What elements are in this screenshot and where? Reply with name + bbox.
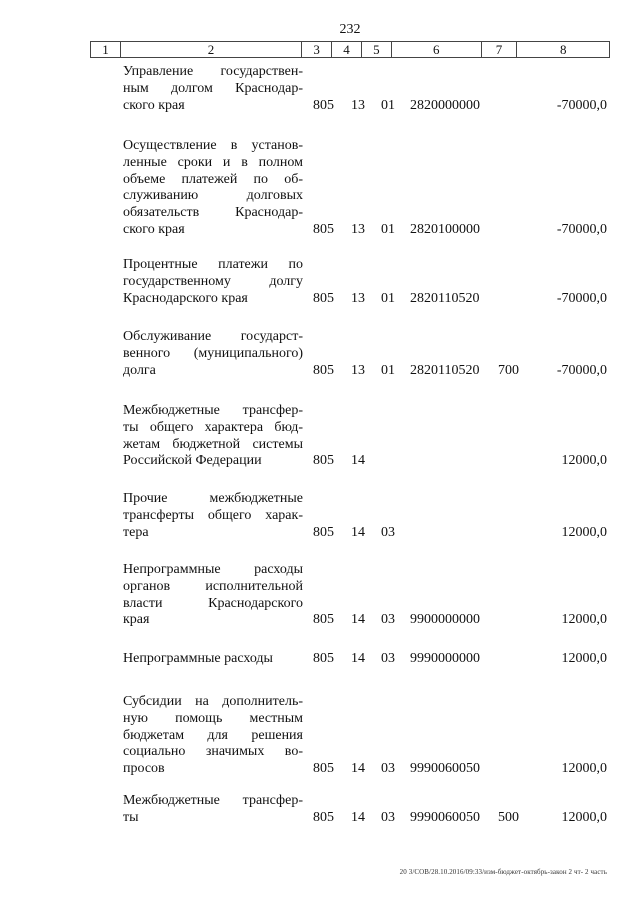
code-section: 13 [351,222,365,237]
description-line: долга [123,362,156,378]
amount: -70000,0 [556,362,607,378]
amount: 12000,0 [561,612,607,628]
amount: 12000,0 [561,651,607,666]
amount: -70000,0 [556,222,607,237]
description-line: государственному долгу [123,273,303,289]
code-target: 9990000000 [410,651,480,666]
code-section: 13 [351,362,365,378]
code-expense-type: 500 [498,809,519,825]
description-line: бюджетам для решения [123,727,303,743]
description-line: Непрограммные расходы [123,562,303,577]
table-row [0,64,640,114]
code-subsection: 03 [381,651,395,666]
description-line: трансферты общего харак- [123,507,303,523]
row-description [123,562,303,629]
description-line: венного (муниципального) [123,345,303,361]
code-subsection: 03 [381,524,395,540]
code-subsection: 01 [381,362,395,378]
description-line: Непрограммные расходы [123,651,273,666]
code-admin: 805 [313,453,334,469]
description-line: Российской Федерации [123,453,262,469]
code-admin: 805 [313,612,334,628]
description-line: ты [123,809,139,825]
code-admin: 805 [313,651,334,666]
code-section: 13 [351,97,365,113]
amount: 12000,0 [561,453,607,469]
description-line: власти Краснодарского [123,595,303,611]
table-row [0,694,640,778]
description-line: служиванию долговых [123,188,303,204]
code-expense-type: 700 [498,362,519,378]
code-target: 9990060050 [410,761,480,777]
description-line: Субсидии на дополнитель- [123,694,303,709]
description-line: Межбюджетные трансфер- [123,793,303,808]
table-row [0,793,640,827]
description-line: ты общего характера бюд- [123,419,303,435]
description-line: просов [123,761,165,777]
code-section: 14 [351,809,365,825]
table-row [0,562,640,629]
description-line: ского края [123,221,185,237]
code-section: 14 [351,453,365,469]
code-admin: 805 [313,97,334,113]
page-number: 232 [339,22,361,37]
description-line: обязательств Краснодар- [123,205,303,221]
table-row [0,329,640,379]
code-target: 9990060050 [410,809,480,825]
column-header-1: 1 [91,42,121,57]
column-header-7: 7 [482,42,518,57]
code-admin: 805 [313,290,334,306]
code-admin: 805 [313,524,334,540]
code-section: 14 [351,761,365,777]
code-admin: 805 [313,362,334,378]
table-row [0,651,640,668]
code-section: 14 [351,651,365,666]
code-subsection: 01 [381,97,395,113]
description-line: края [123,612,150,628]
code-subsection: 03 [381,612,395,628]
table-row [0,138,640,239]
description-line: Краснодарского края [123,290,248,306]
column-header-4: 4 [332,42,362,57]
code-admin: 805 [313,809,334,825]
row-description [123,64,303,114]
column-header-8: 8 [559,42,567,57]
description-line: органов исполнительной [123,578,303,594]
code-target: 2820100000 [410,222,480,237]
code-target: 2820000000 [410,97,480,113]
amount: 12000,0 [561,809,607,825]
code-subsection: 03 [381,761,395,777]
description-line: ленные сроки и в полном [123,154,303,170]
amount: -70000,0 [556,290,607,306]
row-description [123,403,303,470]
code-admin: 805 [313,761,334,777]
code-section: 14 [351,524,365,540]
row-description [123,694,303,778]
description-line: Прочие межбюджетные [123,491,303,506]
description-line: жетам бюджетной системы [123,436,303,452]
description-line: социально значимых во- [123,744,303,760]
column-header-2: 2 [121,42,302,57]
description-line: тера [123,524,149,540]
code-subsection: 01 [381,222,395,237]
amount: -70000,0 [556,97,607,113]
code-subsection: 03 [381,809,395,825]
table-header [90,41,610,58]
row-description [123,491,303,541]
code-admin: 805 [313,222,334,237]
amount: 12000,0 [561,524,607,540]
table-row [0,491,640,541]
row-description [123,138,303,239]
table-row [0,257,640,307]
code-target: 9900000000 [410,612,480,628]
description-line: ную помощь местным [123,710,303,726]
table-row [0,403,640,470]
code-target: 2820110520 [410,362,480,378]
description-line: объеме платежей по об- [123,171,303,187]
column-header-6: 6 [392,42,482,57]
column-header-5: 5 [362,42,392,57]
code-section: 13 [351,290,365,306]
description-line: Межбюджетные трансфер- [123,403,303,418]
row-description [123,257,303,307]
row-description [123,651,303,668]
code-target: 2820110520 [410,290,480,306]
description-line: Процентные платежи по [123,257,303,272]
amount: 12000,0 [561,761,607,777]
description-line: Управление государствен- [123,64,303,79]
row-description [123,793,303,827]
description-line: Обслуживание государст- [123,329,303,344]
description-line: ным долгом Краснодар- [123,80,303,96]
description-line: ского края [123,97,185,113]
column-header-3: 3 [302,42,332,57]
code-section: 14 [351,612,365,628]
row-description [123,329,303,379]
description-line: Осуществление в установ- [123,138,303,153]
footer-note: 20 3/СОВ/28.10.2016/09:33/изм-бюджет-октябрь-закон 2 чт- 2 часть [399,868,607,876]
code-subsection: 01 [381,290,395,306]
